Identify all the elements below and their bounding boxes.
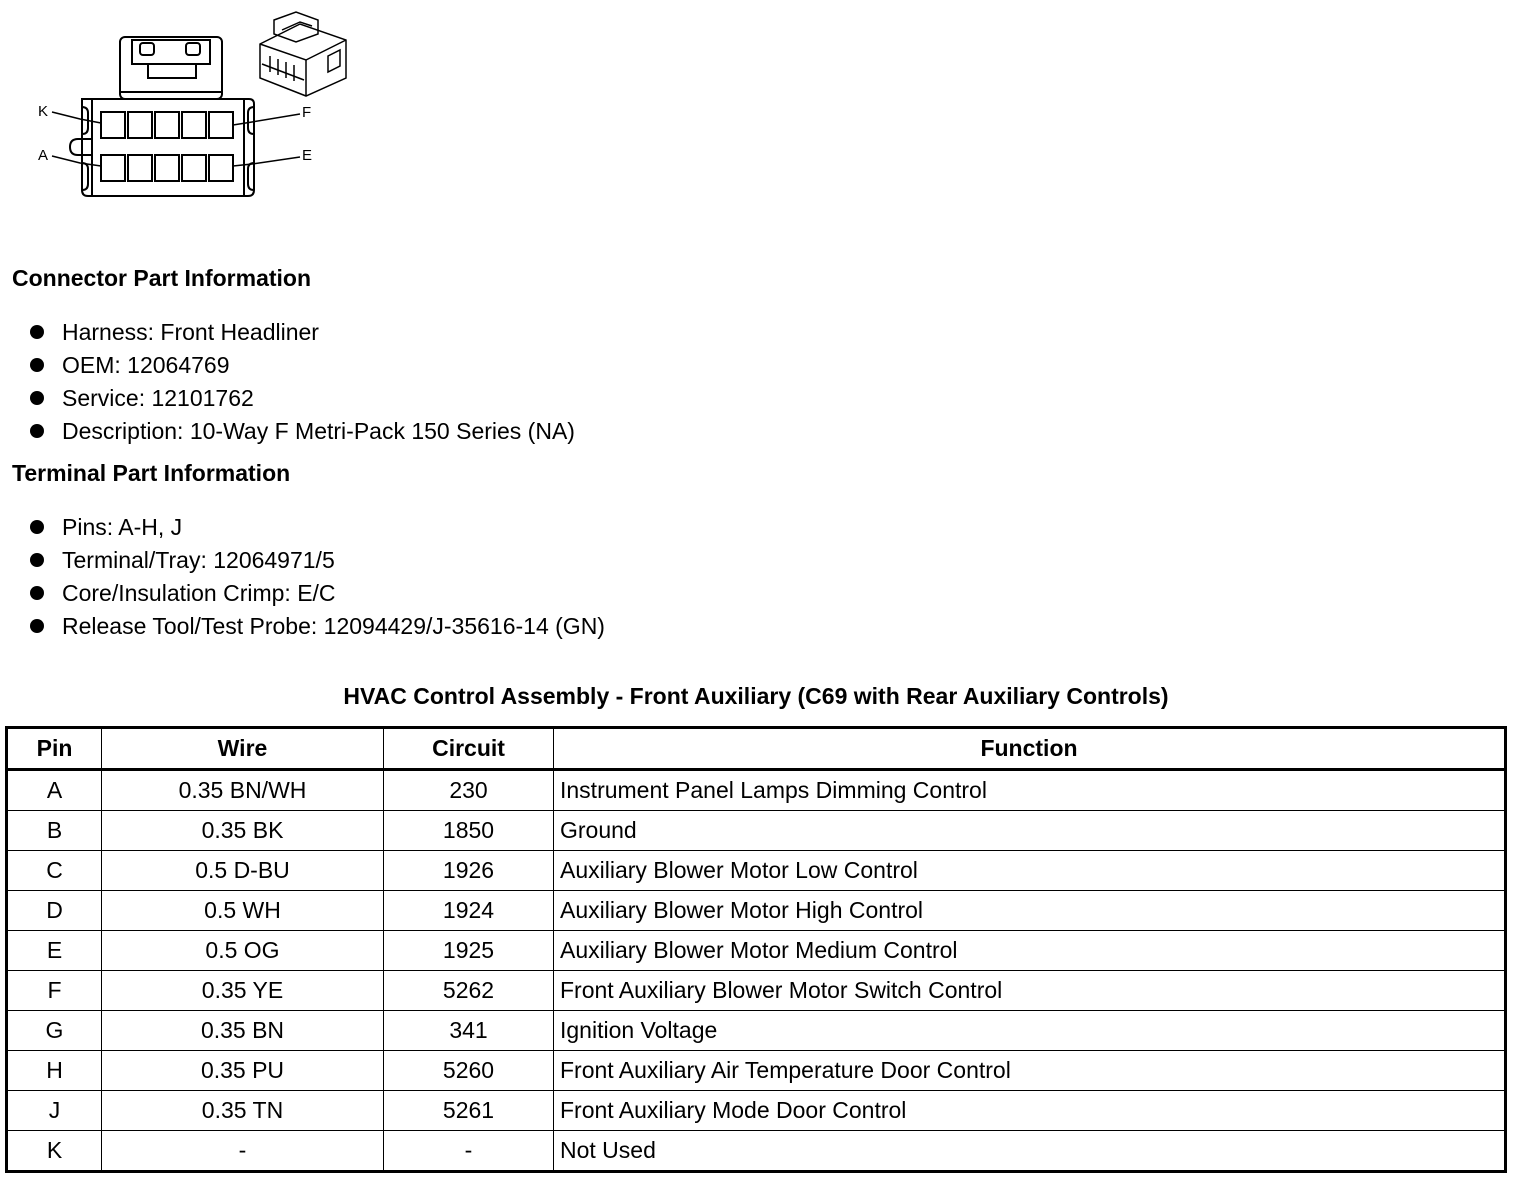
table-row [7,931,1506,971]
cell-wire: 0.35 BN [102,1011,384,1051]
cell-pin: E [7,931,102,971]
cell-function: Auxiliary Blower Motor Low Control [554,851,1506,891]
bullet-icon [30,586,44,600]
table-row [7,770,1506,811]
table-row [7,1051,1506,1091]
cell-circuit: 1850 [384,811,554,851]
terminal-info-list [28,511,605,643]
cell-circuit: 1925 [384,931,554,971]
cell-function: Instrument Panel Lamps Dimming Control [554,770,1506,811]
cell-pin: D [7,891,102,931]
connector-face-view [52,37,300,196]
pinout-table [5,726,1507,1173]
cell-pin: K [7,1131,102,1172]
cell-circuit: 5262 [384,971,554,1011]
cell-pin: A [7,770,102,811]
cell-function: Front Auxiliary Mode Door Control [554,1091,1506,1131]
list-item: Pins: A-H, J [28,511,605,544]
cell-function: Front Auxiliary Air Temperature Door Control [554,1051,1506,1091]
pin-label-e: E [302,147,313,164]
connector-isometric-view [260,12,346,96]
cell-pin: B [7,811,102,851]
cell-function: Ground [554,811,1506,851]
pin-label-k: K [38,103,49,120]
pin-label-f: F [302,104,312,121]
bullet-icon [30,520,44,534]
cell-pin: C [7,851,102,891]
bullet-icon [30,619,44,633]
cell-wire: 0.5 OG [102,931,384,971]
bullet-icon [30,358,44,372]
list-item: OEM: 12064769 [28,349,575,382]
cell-function: Auxiliary Blower Motor High Control [554,891,1506,931]
header-pin: Pin [7,728,102,770]
list-item: Release Tool/Test Probe: 12094429/J-35616-14 (GN) [28,610,605,643]
table-header-row [7,728,1506,770]
bullet-icon [30,391,44,405]
cell-function: Auxiliary Blower Motor Medium Control [554,931,1506,971]
cell-wire: 0.35 TN [102,1091,384,1131]
cell-wire: 0.5 WH [102,891,384,931]
bullet-icon [30,553,44,567]
bullet-icon [30,325,44,339]
cell-function: Front Auxiliary Blower Motor Switch Control [554,971,1506,1011]
cell-function: Not Used [554,1131,1506,1172]
table-row [7,851,1506,891]
cell-pin: F [7,971,102,1011]
table-row [7,1131,1506,1172]
bullet-icon [30,424,44,438]
cell-circuit: 5260 [384,1051,554,1091]
pin-label-a: A [38,147,49,164]
cell-pin: J [7,1091,102,1131]
table-body [7,770,1506,1172]
cell-function: Ignition Voltage [554,1011,1506,1051]
cell-wire: 0.35 BK [102,811,384,851]
connector-diagram [0,0,380,215]
connector-info-list [28,316,575,448]
cell-pin: H [7,1051,102,1091]
header-circuit: Circuit [384,728,554,770]
cell-wire: 0.5 D-BU [102,851,384,891]
table-row [7,891,1506,931]
table-row [7,1011,1506,1051]
list-item: Description: 10-Way F Metri-Pack 150 Series (NA) [28,415,575,448]
cell-wire: 0.35 BN/WH [102,770,384,811]
list-item: Harness: Front Headliner [28,316,575,349]
cell-pin: G [7,1011,102,1051]
cell-circuit: 230 [384,770,554,811]
cell-wire: 0.35 PU [102,1051,384,1091]
table-row [7,971,1506,1011]
table-title: HVAC Control Assembly - Front Auxiliary (C69 with Rear Auxiliary Controls) [343,683,1169,709]
cell-circuit: - [384,1131,554,1172]
terminal-info-heading: Terminal Part Information [12,460,291,486]
cell-circuit: 1926 [384,851,554,891]
table-row [7,811,1506,851]
cell-circuit: 341 [384,1011,554,1051]
cell-wire: 0.35 YE [102,971,384,1011]
cell-wire: - [102,1131,384,1172]
list-item: Service: 12101762 [28,382,575,415]
list-item: Terminal/Tray: 12064971/5 [28,544,605,577]
header-function: Function [554,728,1506,770]
cell-circuit: 1924 [384,891,554,931]
list-item: Core/Insulation Crimp: E/C [28,577,605,610]
connector-info-heading: Connector Part Information [12,265,312,291]
cell-circuit: 5261 [384,1091,554,1131]
table-row [7,1091,1506,1131]
header-wire: Wire [102,728,384,770]
